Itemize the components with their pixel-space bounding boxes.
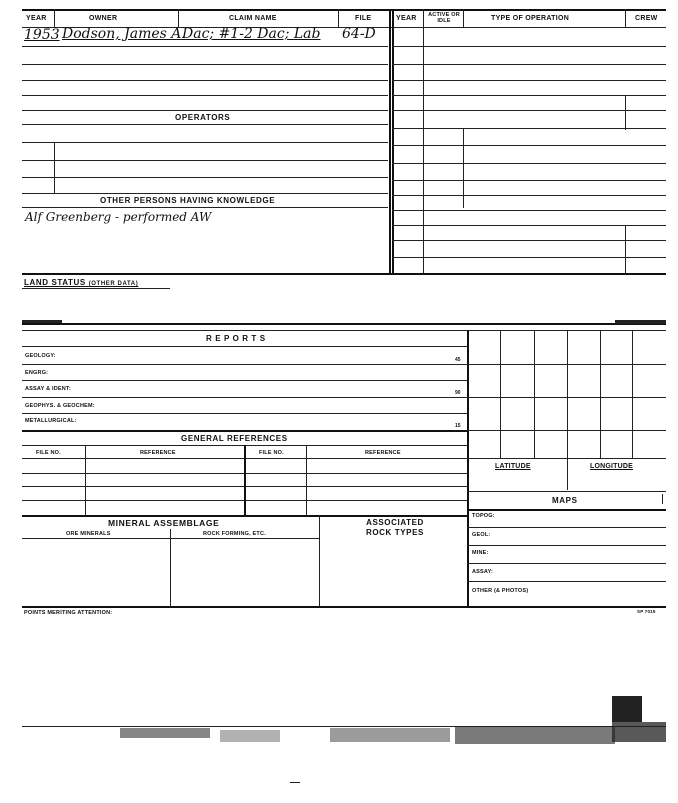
ore-minerals-label: ORE MINERALS bbox=[66, 531, 111, 537]
header-year-right: YEAR bbox=[396, 15, 417, 22]
header-file: FILE bbox=[355, 15, 372, 22]
longitude-label: LONGITUDE bbox=[590, 463, 634, 470]
maps-topog: TOPOG: bbox=[472, 513, 495, 519]
header-crew: CREW bbox=[635, 15, 658, 22]
maps-geol: GEOL: bbox=[472, 532, 491, 538]
ref-reference-1: REFERENCE bbox=[140, 450, 176, 456]
other-persons-entry: Alf Greenberg - performed AW bbox=[25, 210, 212, 224]
maps-assay: ASSAY: bbox=[472, 569, 494, 575]
maps-title: MAPS bbox=[552, 496, 578, 505]
claim-name: Dac; #1-2 Dac; Lab bbox=[182, 26, 321, 42]
header-claim-name: CLAIM NAME bbox=[229, 15, 277, 22]
claim-owner: Dodson, James A. bbox=[62, 26, 186, 42]
points-meriting-attention: POINTS MERITING ATTENTION: bbox=[24, 610, 113, 616]
operators-label: OPERATORS bbox=[175, 113, 231, 122]
maps-other: OTHER (& PHOTOS) bbox=[472, 588, 529, 594]
report-assay-num: 90 bbox=[455, 390, 461, 396]
report-assay: ASSAY & IDENT: bbox=[25, 386, 71, 392]
report-metallurgical: METALLURGICAL: bbox=[25, 418, 77, 424]
report-geology: GEOLOGY: bbox=[25, 353, 56, 359]
form-number: SP 7015 bbox=[637, 609, 656, 614]
header-active-idle: ACTIVE OR IDLE bbox=[428, 12, 460, 24]
header-type-of-operation: TYPE OF OPERATION bbox=[491, 15, 570, 22]
report-metallurgical-num: 15 bbox=[455, 423, 461, 429]
report-engrg: ENGRG: bbox=[25, 370, 49, 376]
maps-mine: MINE: bbox=[472, 550, 489, 556]
mineral-assemblage-title: MINERAL ASSEMBLAGE bbox=[108, 518, 220, 528]
ref-file-no-1: FILE NO. bbox=[36, 450, 61, 456]
claim-file: 64-D bbox=[342, 26, 376, 42]
associated-rock-types-label: ASSOCIATED ROCK TYPES bbox=[365, 518, 424, 537]
header-year: YEAR bbox=[26, 15, 47, 22]
reports-title: R E P O R T S bbox=[206, 334, 266, 343]
latitude-label: LATITUDE bbox=[495, 463, 531, 470]
report-geology-num: 45 bbox=[455, 357, 461, 363]
ref-file-no-2: FILE NO. bbox=[259, 450, 284, 456]
rock-forming-label: ROCK FORMING, ETC. bbox=[203, 531, 266, 537]
header-owner: OWNER bbox=[89, 15, 118, 22]
land-status-sub: (OTHER DATA) bbox=[88, 281, 139, 287]
ref-reference-2: REFERENCE bbox=[365, 450, 401, 456]
claim-year: 1953 bbox=[24, 27, 60, 43]
report-geophys: GEOPHYS. & GEOCHEM: bbox=[25, 403, 95, 409]
land-status-label: LAND STATUS (OTHER DATA) bbox=[24, 278, 139, 287]
other-persons-label: OTHER PERSONS HAVING KNOWLEDGE bbox=[100, 196, 276, 205]
general-references-title: GENERAL REFERENCES bbox=[181, 434, 288, 443]
